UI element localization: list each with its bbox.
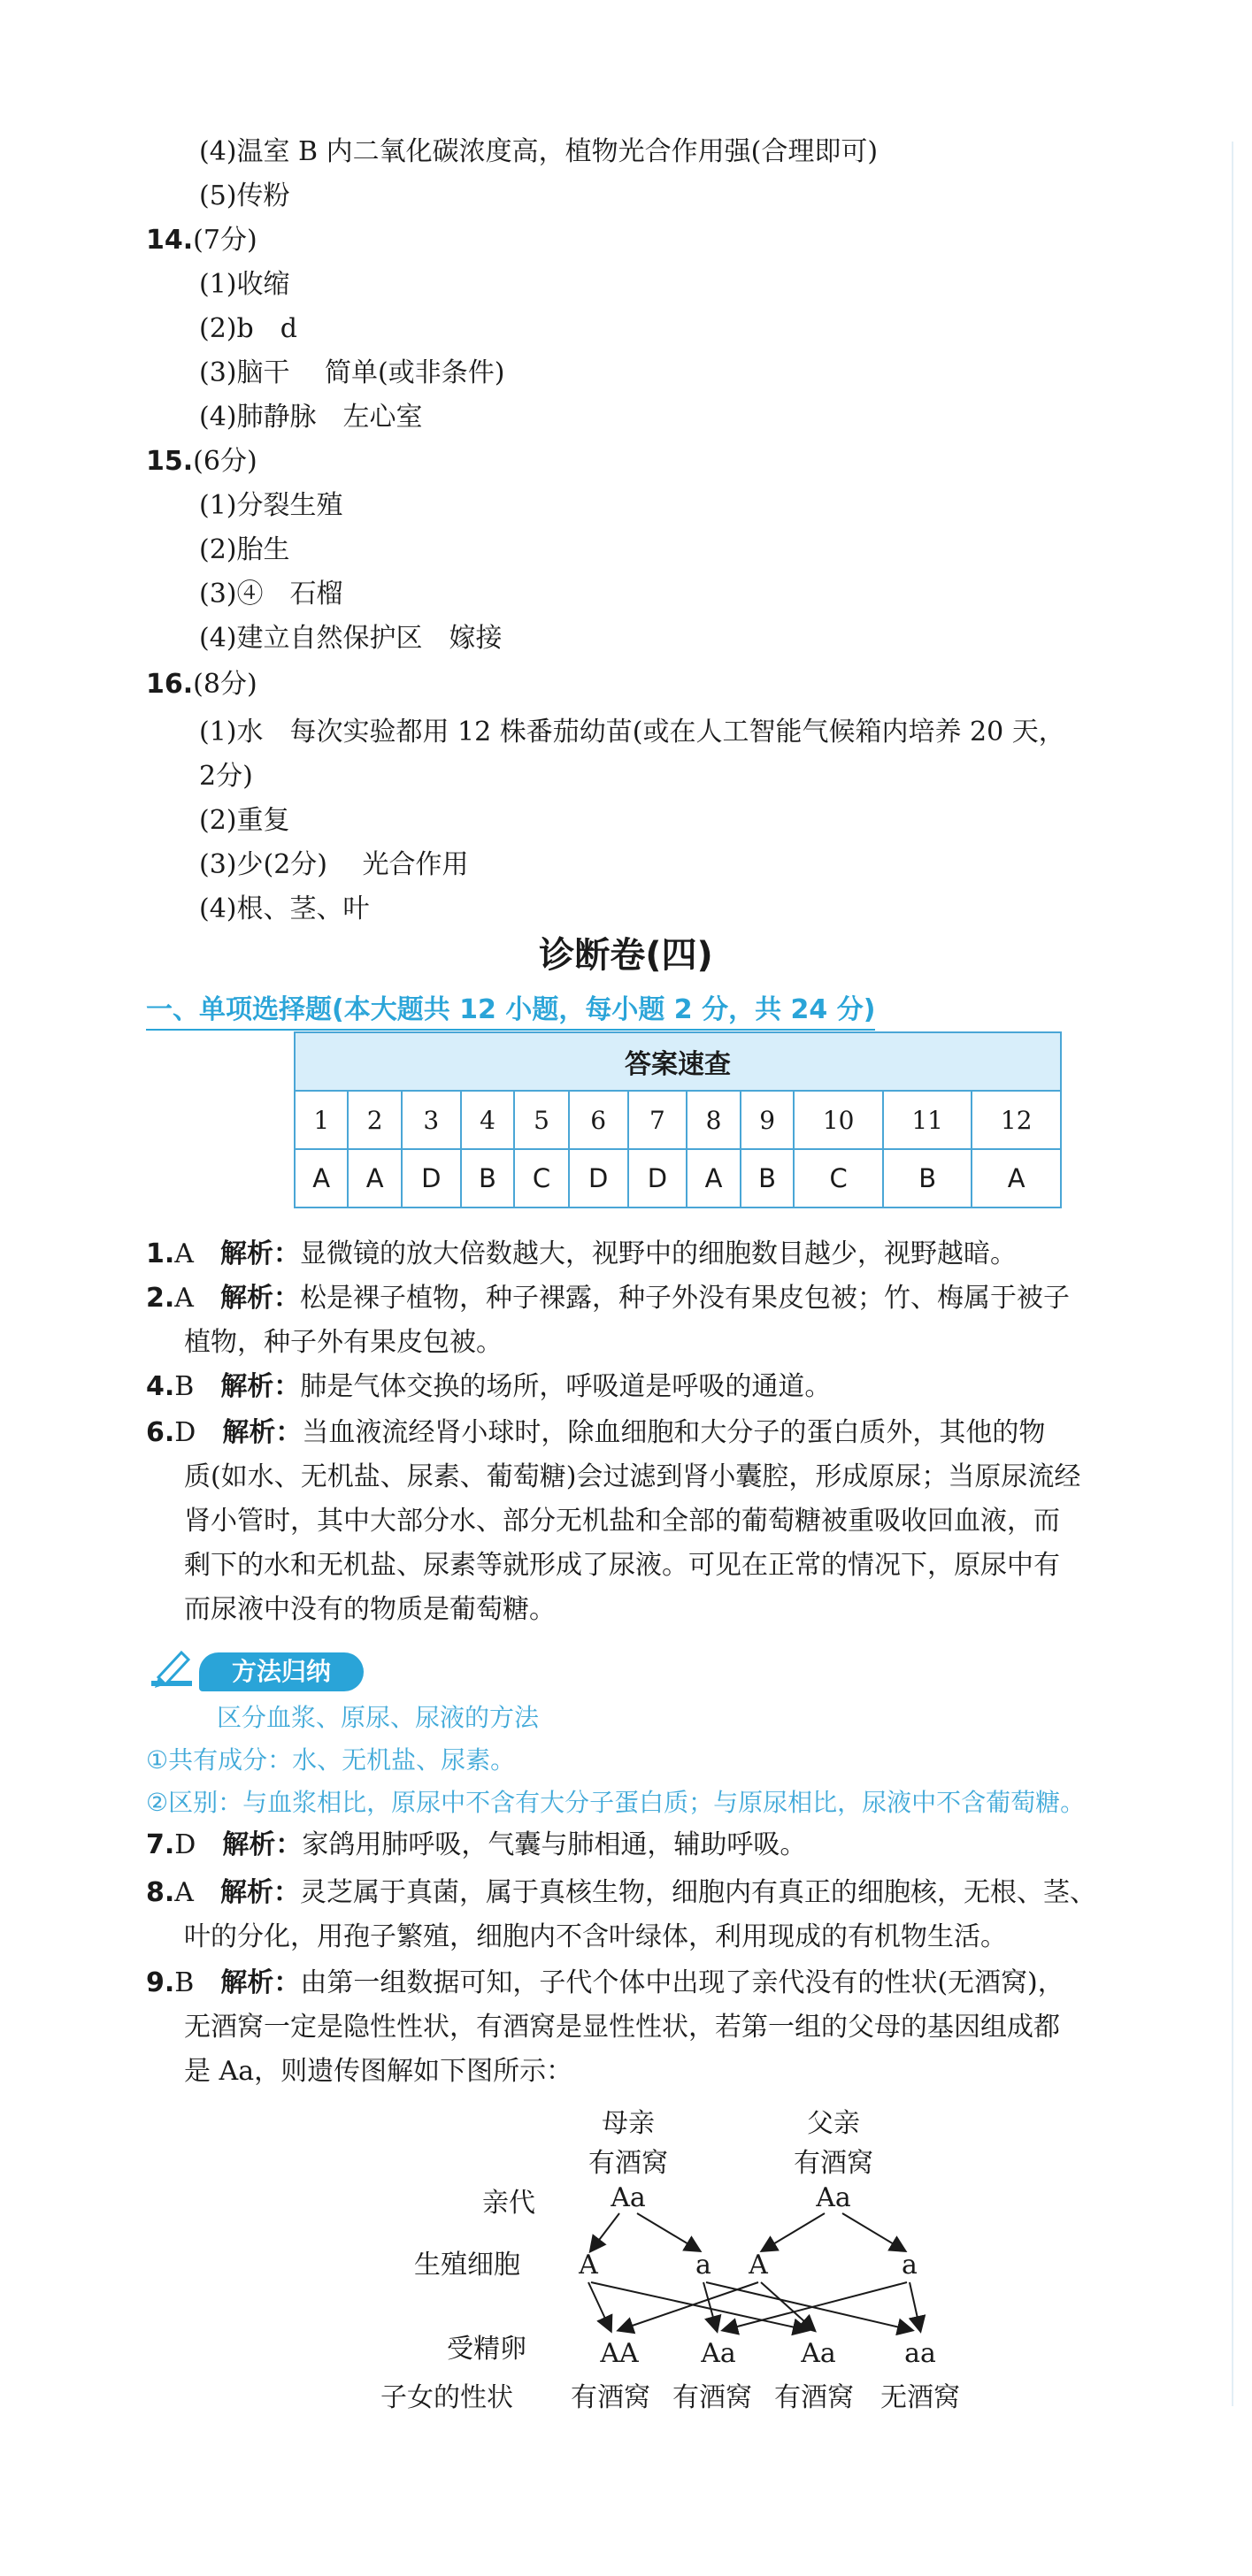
explanation-line: 质(如水、无机盐、尿素、葡萄糖)会过滤到肾小囊腔，形成原尿；当原尿流经	[184, 1461, 1081, 1492]
table-cell-number: 2	[348, 1091, 401, 1149]
answer-line: (3)脑干 简单(或非条件)	[199, 357, 505, 388]
table-cell-number: 9	[741, 1091, 795, 1149]
gamete: A	[579, 2250, 598, 2281]
table-cell-number: 3	[402, 1091, 461, 1149]
gamete: a	[902, 2250, 918, 2281]
table-cell-answer: A	[295, 1149, 348, 1208]
table-cell-answer: B	[741, 1149, 795, 1208]
answer-line: (2)重复	[199, 805, 290, 836]
offspring-trait: 无酒窝	[880, 2382, 960, 2413]
zygote: Aa	[701, 2338, 736, 2369]
table-cell-number: 11	[883, 1091, 972, 1149]
answer-line: (4)肺静脉 左心室	[199, 402, 423, 433]
arrow	[591, 2282, 807, 2330]
explanation-9: 9.B 解析：由第一组数据可知，子代个体中出现了亲代没有的性状(无酒窝)，	[146, 1967, 1064, 1998]
explanation-line: 无酒窝一定是隐性性状，有酒窝是显性性状，若第一组的父母的基因组成都	[184, 2012, 1060, 2043]
table-cell-number: 8	[687, 1091, 740, 1149]
explanation-7: 7.D 解析：家鸽用肺呼吸，气囊与肺相通，辅助呼吸。	[146, 1829, 807, 1860]
table-cell-number: 10	[794, 1091, 883, 1149]
arrow	[588, 2282, 611, 2330]
explanation-6: 6.D 解析：当血液流经肾小球时，除血细胞和大分子的蛋白质外，其他的物	[146, 1417, 1046, 1448]
section-heading: 一、单项选择题(本大题共 12 小题，每小题 2 分，共 24 分)	[146, 987, 875, 1026]
table-cell-number: 6	[569, 1091, 628, 1149]
arrow	[763, 2213, 825, 2250]
row-label-gametes: 生殖细胞	[414, 2250, 520, 2281]
explanation-2: 2.A 解析：松是裸子植物，种子裸露，种子外没有果皮包被；竹、梅属于被子	[146, 1283, 1070, 1314]
arrow	[703, 2282, 717, 2330]
question-15-header: 15.(6分)	[146, 446, 257, 477]
answer-line: (5)传粉	[199, 180, 290, 211]
offspring-trait: 有酒窝	[571, 2382, 650, 2413]
explanation-line: 肾小管时，其中大部分水、部分无机盐和全部的葡萄糖被重吸收回血液，而	[184, 1506, 1060, 1537]
gamete: a	[695, 2250, 711, 2281]
method-line: ②区别：与血浆相比，原尿中不含有大分子蛋白质；与原尿相比，尿液中不含葡萄糖。	[146, 1788, 1086, 1817]
answer-line: (3)④ 石榴	[199, 579, 343, 610]
table-cell-number: 12	[972, 1091, 1061, 1149]
table-cell-answer: B	[883, 1149, 972, 1208]
answer-line: (4)建立自然保护区 嫁接	[199, 623, 503, 654]
explanation-line: 叶的分化，用孢子繁殖，细胞内不含叶绿体，利用现成的有机物生活。	[184, 1921, 1007, 1952]
arrow	[619, 2282, 758, 2330]
explanation-4: 4.B 解析：肺是气体交换的场所，呼吸道是呼吸的通道。	[146, 1371, 832, 1402]
zygote: Aa	[801, 2338, 836, 2369]
father-label: 父亲	[807, 2108, 860, 2139]
table-cell-answer: A	[348, 1149, 401, 1208]
arrow	[842, 2213, 904, 2250]
answer-line: (3)少(2分) 光合作用	[199, 849, 469, 880]
explanation-line: 是 Aa，则遗传图解如下图所示：	[184, 2056, 573, 2087]
method-line: ①共有成分：水、无机盐、尿素。	[146, 1745, 516, 1775]
table-cell-answer: D	[628, 1149, 687, 1208]
father-gene: Aa	[816, 2182, 851, 2213]
table-cell-answer: C	[514, 1149, 568, 1208]
explanation-1: 1.A 解析：显微镜的放大倍数越大，视野中的细胞数目越少，视野越暗。	[146, 1238, 1017, 1269]
explanation-line: 剩下的水和无机盐、尿素等就形成了尿液。可见在正常的情况下，原尿中有	[184, 1550, 1060, 1581]
table-cell-answer: A	[972, 1149, 1061, 1208]
table-cell-number: 1	[295, 1091, 348, 1149]
table-cell-number: 7	[628, 1091, 687, 1149]
answer-line: (2)b d	[199, 313, 297, 344]
table-cell-number: 4	[461, 1091, 515, 1149]
answer-line: (4)温室 B 内二氧化碳浓度高，植物光合作用强(合理即可)	[199, 136, 879, 167]
table-cell-answer: C	[794, 1149, 883, 1208]
explanation-line: 而尿液中没有的物质是葡萄糖。	[184, 1594, 556, 1625]
father-trait: 有酒窝	[794, 2148, 873, 2179]
answer-table-header: 答案速查	[295, 1032, 1061, 1091]
mother-label: 母亲	[602, 2108, 655, 2139]
answer-line: 2分)	[199, 761, 253, 792]
row-label-zygote: 受精卵	[447, 2334, 526, 2365]
answer-line: (1)水 每次实验都用 12 株番茄幼苗(或在人工智能气候箱内培养 20 天，	[199, 717, 1065, 748]
table-cell-number: 5	[514, 1091, 568, 1149]
mother-trait: 有酒窝	[588, 2148, 668, 2179]
zygote: AA	[600, 2338, 639, 2369]
method-badge: 方法归纳	[146, 1645, 376, 1695]
answer-line: (1)收缩	[199, 269, 290, 300]
mother-gene: Aa	[611, 2182, 646, 2213]
gamete: A	[749, 2250, 768, 2281]
page-title: 诊断卷(四)	[539, 935, 713, 976]
table-cell-answer: A	[687, 1149, 740, 1208]
question-16-header: 16.(8分)	[146, 669, 257, 700]
table-cell-answer: D	[569, 1149, 628, 1208]
zygote: aa	[904, 2338, 936, 2369]
explanation-line: 植物，种子外有果皮包被。	[184, 1327, 503, 1358]
offspring-trait: 有酒窝	[774, 2382, 854, 2413]
arrow	[910, 2282, 920, 2330]
table-cell-answer: B	[461, 1149, 515, 1208]
answer-line: (2)胎生	[199, 534, 290, 565]
explanation-8: 8.A 解析：灵芝属于真菌，属于真核生物，细胞内有真正的细胞核，无根、茎、	[146, 1877, 1096, 1908]
row-label-traits: 子女的性状	[380, 2382, 513, 2413]
arrow	[591, 2213, 619, 2250]
answer-line: (1)分裂生殖	[199, 490, 343, 521]
row-label-parents: 亲代	[482, 2188, 535, 2219]
question-14-header: 14.(7分)	[146, 225, 257, 256]
offspring-trait: 有酒窝	[672, 2382, 752, 2413]
answer-line: (4)根、茎、叶	[199, 893, 370, 924]
method-heading: 区分血浆、原尿、尿液的方法	[217, 1703, 540, 1732]
table-cell-answer: D	[402, 1149, 461, 1208]
arrow	[637, 2213, 699, 2250]
